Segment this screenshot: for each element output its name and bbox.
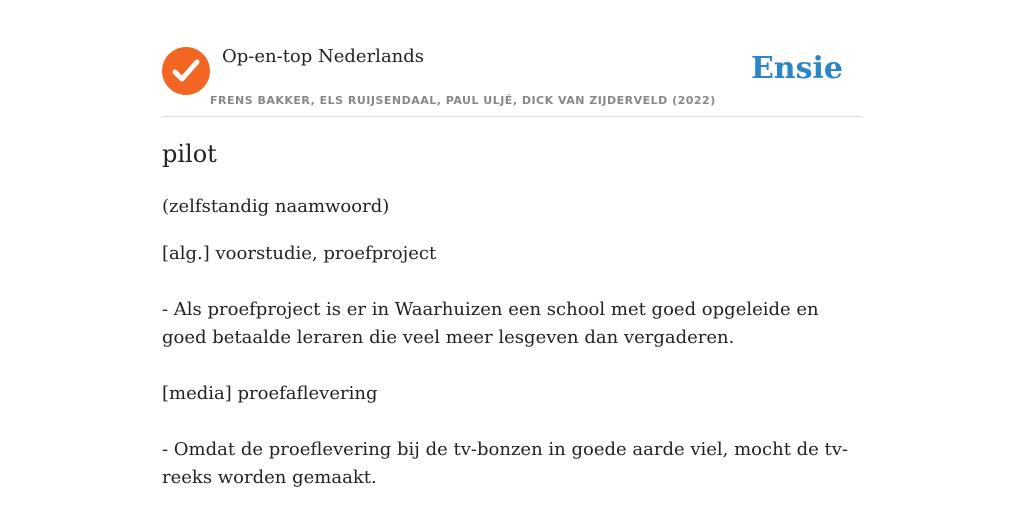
dictionary-title[interactable]: Op-en-top Nederlands [222,46,425,67]
headword: pilot [162,140,217,168]
dictionary-authors: FRENS BAKKER, ELS RUIJSENDAAL, PAUL ULJÉ, DICK VAN ZIJDERVELD (2022) [210,94,716,107]
card-header [162,0,862,117]
sense-definition: [alg.] voorstudie, proefproject [162,243,437,264]
part-of-speech: (zelfstandig naamwoord) [162,196,390,217]
sense-example: - Als proefproject is er in Waarhuizen een school met goed opgeleide en goed betaalde leraren die veel meer lesgeven dan vergaderen. [162,299,819,348]
brand-logo[interactable]: Ensie [750,51,843,86]
sense-example: - Omdat de proeflevering bij de tv-bonzen in goede aarde viel, mocht de tv-reeks worden gemaakt. [162,439,849,488]
entry-card [162,0,862,512]
entry-content [162,193,862,520]
checkmark-circle-icon[interactable] [162,47,210,95]
sense-definition: [media] proefaflevering [162,383,378,404]
